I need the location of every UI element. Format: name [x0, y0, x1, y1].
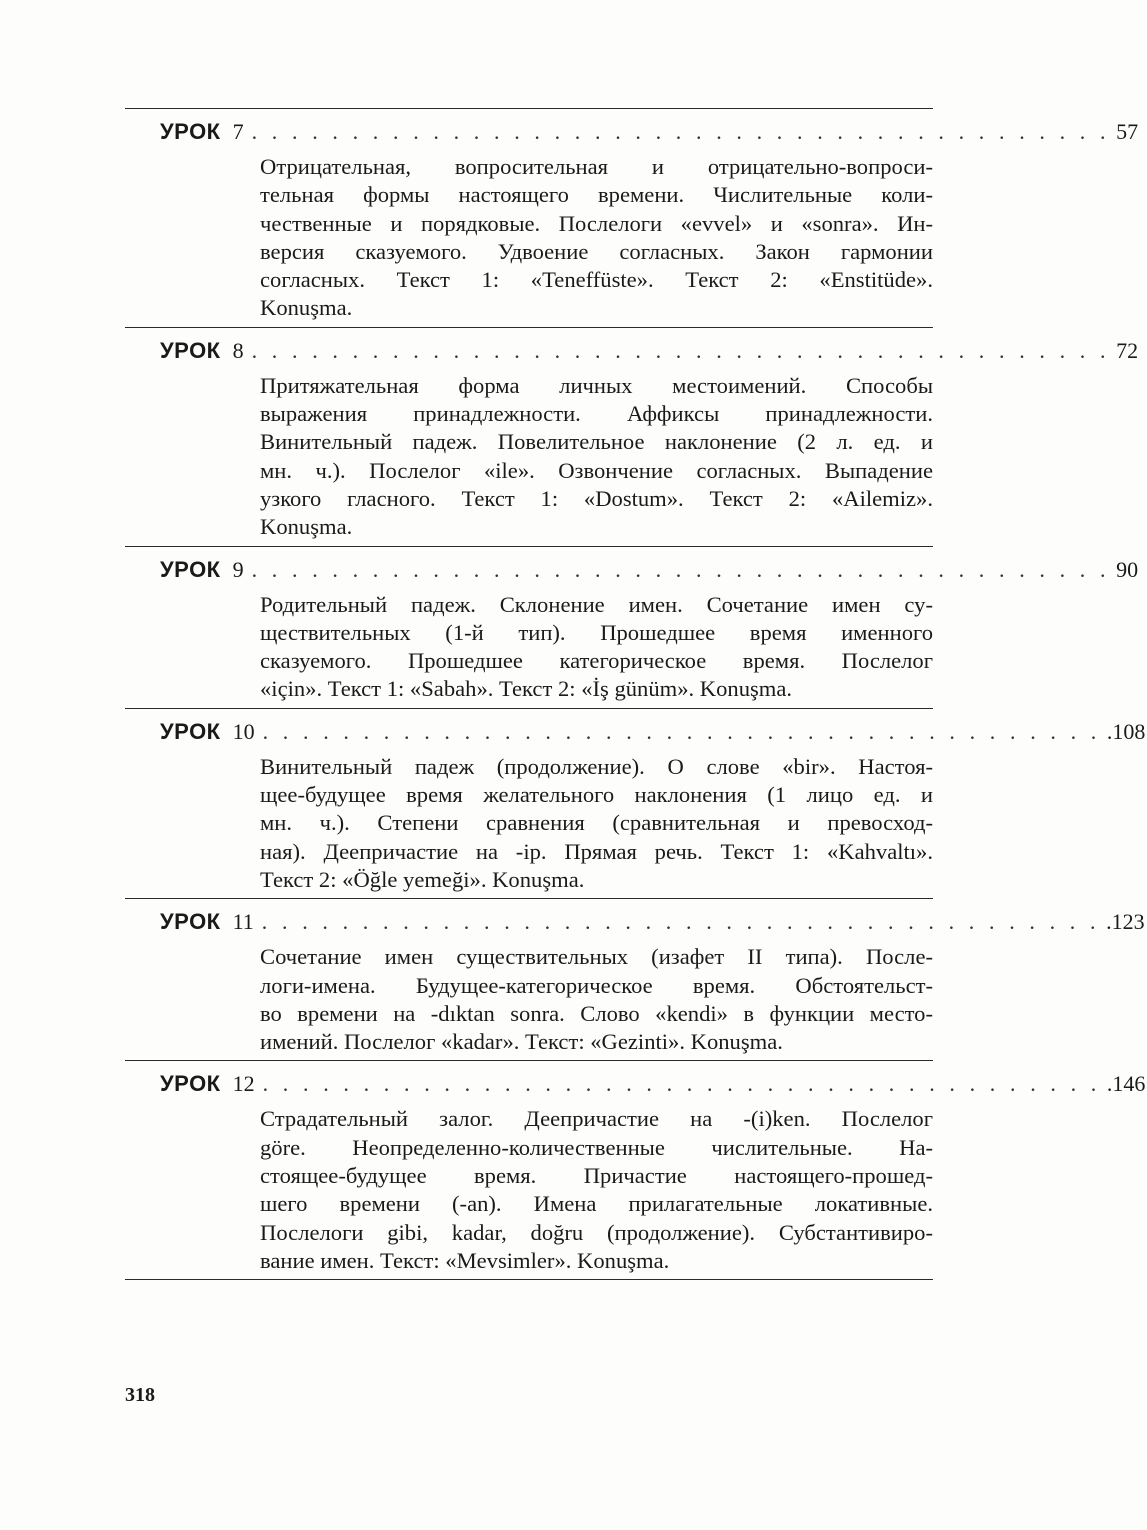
lesson-description	[260, 939, 933, 1060]
description-line: версия сказуемого. Удвоение согласных. Закон гармонии	[260, 238, 933, 264]
description-line: мн. ч.). Степени сравнения (сравнительная и превосход-	[260, 810, 933, 836]
description-line: Konuşma.	[260, 514, 353, 540]
description-line: тельная формы настоящего времени. Числительные коли-	[260, 182, 933, 208]
toc-entry-header	[125, 1061, 1146, 1101]
page-number: .146	[1106, 1071, 1146, 1097]
description-line: логи-имена. Будущее-категорическое время. Обстоятельст-	[260, 972, 933, 998]
lesson-title: УРОК	[160, 1071, 221, 1097]
toc-entry-lesson-9	[125, 547, 1139, 708]
toc-entry-header	[125, 109, 1139, 149]
dot-leader: . . . . . . . . . . . . . . . . . . . . . . . . . . . . . . . . . . . . . . . . . .	[262, 718, 1101, 744]
description-line: чественные и порядковые. Послелоги «evvel» и «sonra». Ин-	[260, 210, 933, 236]
lesson-number: 9	[232, 556, 244, 582]
description-line: Притяжательная форма личных местоимений. Способы	[260, 372, 933, 398]
description-line: щее-будущее время желательного наклонения (1 лицо ед. и	[260, 782, 933, 808]
toc-entry-lesson-12	[125, 1061, 1146, 1279]
page-folio-number: 318	[125, 1384, 155, 1406]
description-line: узкого гласного. Текст 1: «Dostum». Текст 2: «Ailemiz».	[260, 485, 933, 511]
toc-entry-header	[125, 547, 1139, 587]
dot-leader: . . . . . . . . . . . . . . . . . . . . . . . . . . . . . . . . . . . . . . . . . . .	[251, 337, 1111, 363]
description-line: Сочетание имен существительных (изафет II типа). После-	[260, 944, 933, 970]
dot-leader: . . . . . . . . . . . . . . . . . . . . . . . . . . . . . . . . . . . . . . . . . . .	[251, 556, 1111, 582]
lesson-number: 10	[232, 718, 255, 744]
lesson-title: УРОК	[160, 337, 221, 363]
page-number: 72	[1116, 337, 1139, 363]
description-line: Отрицательная, вопросительная и отрицательно-вопроси-	[260, 154, 933, 179]
description-line: Konuşma.	[260, 295, 353, 321]
table-of-contents	[125, 108, 1146, 1280]
description-line: стоящее-будущее время. Причастие настоящего-прошед-	[260, 1163, 933, 1189]
page-number: .123	[1106, 909, 1145, 935]
toc-entry-lesson-11	[125, 899, 1145, 1060]
description-line: вание имен. Текст: «Mevsimler». Konuşma.	[260, 1247, 670, 1273]
description-line: Послелоги gibi, kadar, doğru (продолжение). Субстантивиро-	[260, 1219, 933, 1245]
toc-entry-header	[125, 328, 1139, 368]
description-line: согласных. Текст 1: «Teneffüste». Текст 2: «Enstitüde».	[260, 267, 933, 293]
lesson-title: УРОК	[160, 718, 221, 744]
description-line: Родительный падеж. Склонение имен. Сочетание имен су-	[260, 591, 933, 617]
lesson-description	[260, 368, 933, 546]
description-line: Текст 2: «Öğle yemeği». Konuşma.	[260, 866, 585, 892]
page-number: 90	[1116, 556, 1139, 582]
description-line: во времени на -dıktan sonra. Слово «kendi» в функции место-	[260, 1000, 933, 1026]
description-line: выражения принадлежности. Аффиксы принадлежности.	[260, 401, 933, 427]
page-number: .108	[1106, 718, 1146, 744]
toc-entry-lesson-7	[125, 109, 1139, 327]
lesson-title: УРОК	[160, 119, 221, 144]
lesson-description	[260, 587, 933, 708]
divider-rule	[125, 1279, 933, 1280]
description-line: Винительный падеж. Повелительное наклонение (2 л. ед. и	[260, 429, 933, 455]
toc-entry-header	[125, 899, 1145, 939]
lesson-number: 12	[232, 1071, 255, 1097]
description-line: мн. ч.). Послелог «ile». Озвончение согласных. Выпадение	[260, 457, 933, 483]
lesson-description	[260, 149, 933, 327]
lesson-number: 7	[232, 119, 244, 144]
lesson-description	[260, 749, 933, 898]
description-line: имений. Послелог «kadar». Текст: «Gezinti». Konuşma.	[260, 1029, 783, 1055]
description-line: ная). Деепричастие на -ip. Прямая речь. Текст 1: «Kahvaltı».	[260, 838, 933, 864]
dot-leader: . . . . . . . . . . . . . . . . . . . . . . . . . . . . . . . . . . . . . . . . . .	[262, 1071, 1101, 1097]
description-line: шего времени (-an). Имена прилагательные локативные.	[260, 1191, 933, 1217]
description-line: ществительных (1-й тип). Прошедшее время именного	[260, 619, 933, 645]
lesson-number: 8	[232, 337, 244, 363]
toc-entry-header	[125, 709, 1146, 749]
description-line: Винительный падеж (продолжение). О слове «bir». Настоя-	[260, 753, 933, 779]
dot-leader: . . . . . . . . . . . . . . . . . . . . . . . . . . . . . . . . . . . . . . . . . .	[261, 909, 1101, 935]
lesson-description	[260, 1101, 933, 1279]
description-line: Страдательный залог. Деепричастие на -(i)ken. Послелог	[260, 1106, 933, 1132]
lesson-title: УРОК	[160, 909, 221, 935]
lesson-number: 11	[232, 909, 254, 935]
description-line: «için». Текст 1: «Sabah». Текст 2: «İş günüm». Konuşma.	[260, 676, 793, 702]
dot-leader: . . . . . . . . . . . . . . . . . . . . . . . . . . . . . . . . . . . . . . . . . . .	[251, 119, 1111, 144]
description-line: сказуемого. Прошедшее категорическое время. Послелог	[260, 648, 933, 674]
page-number: 57	[1116, 119, 1139, 144]
toc-entry-lesson-8	[125, 328, 1139, 546]
lesson-title: УРОК	[160, 556, 221, 582]
toc-entry-lesson-10	[125, 709, 1146, 898]
description-line: göre. Неопределенно-количественные числительные. На-	[260, 1134, 933, 1160]
